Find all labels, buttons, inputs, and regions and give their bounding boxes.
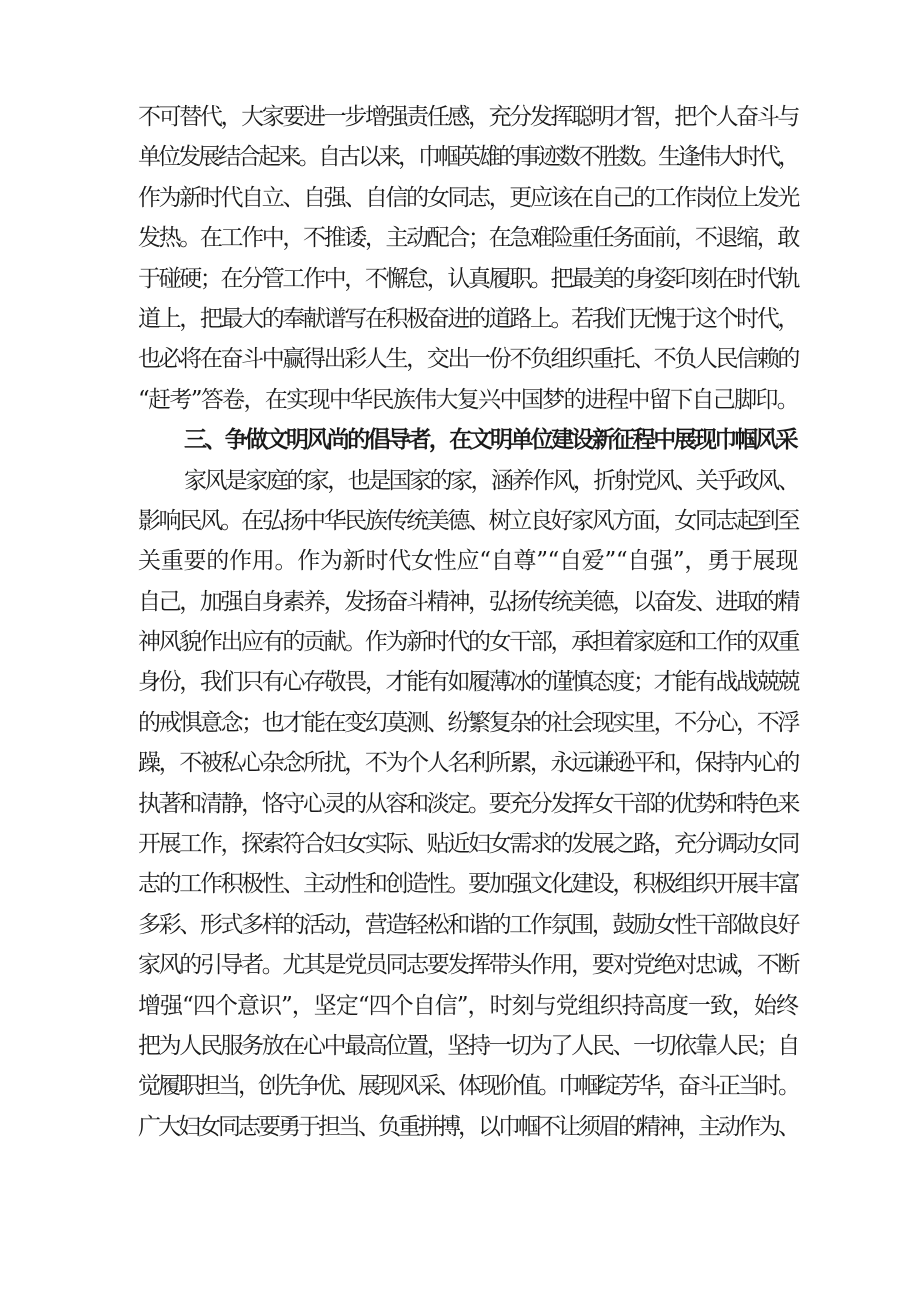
text-line: 把为人民服务放在心中最高位置，坚持一切为了人民、一切依靠人民；自 bbox=[138, 1032, 798, 1059]
text-line: 自己，加强自身素养，发扬奋斗精神，弘扬传统美德，以奋发、进取的精 bbox=[138, 588, 798, 615]
text-line: 于碰硬；在分管工作中，不懈怠，认真履职。把最美的身姿印刻在时代轨 bbox=[138, 265, 798, 292]
text-line: 单位发展结合起来。自古以来，巾帼英雄的事迹数不胜数。生逢伟大时代， bbox=[138, 144, 798, 171]
text-line: 家风的引导者。尤其是党员同志要发挥带头作用，要对党绝对忠诚，不断 bbox=[138, 952, 798, 979]
text-line: 关重要的作用。作为新时代女性应“自尊”“自爱”“自强”，勇于展现 bbox=[138, 548, 798, 575]
text-line: 神风貌作出应有的贡献。作为新时代的女干部，承担着家庭和工作的双重 bbox=[138, 629, 798, 656]
text-line: 广大妇女同志要勇于担当、负重拼搏，以巾帼不让须眉的精神，主动作为、 bbox=[138, 1113, 798, 1140]
text-line: 三、争做文明风尚的倡导者，在文明单位建设新征程中展现巾帼风采 bbox=[184, 426, 797, 454]
text-line: 多彩、形式多样的活动，营造轻松和谐的工作氛围，鼓励女性干部做良好 bbox=[138, 911, 798, 938]
text-line: 发热。在工作中，不推诿，主动配合；在急难险重任务面前，不退缩，敢 bbox=[138, 225, 798, 252]
text-line: 增强“四个意识”，坚定“四个自信”，时刻与党组织持高度一致，始终 bbox=[138, 992, 798, 1019]
text-line: 道上，把最大的奉献谱写在积极奋进的道路上。若我们无愧于这个时代， bbox=[138, 305, 798, 332]
text-line: 作为新时代自立、自强、自信的女同志，更应该在自己的工作岗位上发光 bbox=[138, 184, 798, 211]
text-line: 觉履职担当，创先争优、展现风采、体现价值。巾帼绽芳华，奋斗正当时。 bbox=[138, 1073, 798, 1100]
body-paragraph bbox=[138, 461, 798, 1148]
text-line: 身份，我们只有心存敬畏，才能有如履薄冰的谨慎态度；才能有战战兢兢 bbox=[138, 669, 798, 696]
text-line: 志的工作积极性、主动性和创造性。要加强文化建设，积极组织开展丰富 bbox=[138, 871, 798, 898]
text-line: 执著和清静，恪守心灵的从容和淡定。要充分发挥女干部的优势和特色来 bbox=[138, 790, 798, 817]
text-line: 不可替代，大家要进一步增强责任感，充分发挥聪明才智，把个人奋斗与 bbox=[138, 104, 798, 130]
document-body bbox=[138, 97, 798, 1147]
body-paragraph bbox=[138, 97, 798, 420]
section-heading bbox=[138, 420, 798, 460]
text-line: 家风是家庭的家，也是国家的家，涵养作风，折射党风、关乎政风、 bbox=[184, 467, 798, 494]
text-line: 影响民风。在弘扬中华民族传统美德、树立良好家风方面，女同志起到至 bbox=[138, 507, 798, 534]
text-line: 也必将在奋斗中赢得出彩人生，交出一份不负组织重托、不负人民信赖的 bbox=[138, 346, 798, 373]
text-line: “赶考”答卷，在实现中华民族伟大复兴中国梦的进程中留下自己脚印。 bbox=[138, 386, 798, 413]
text-line: 开展工作，探索符合妇女实际、贴近妇女需求的发展之路，充分调动女同 bbox=[138, 831, 798, 858]
text-line: 躁，不被私心杂念所扰，不为个人名利所累，永远谦逊平和，保持内心的 bbox=[138, 750, 798, 777]
text-line: 的戒惧意念；也才能在变幻莫测、纷繁复杂的社会现实里，不分心，不浮 bbox=[138, 709, 798, 736]
